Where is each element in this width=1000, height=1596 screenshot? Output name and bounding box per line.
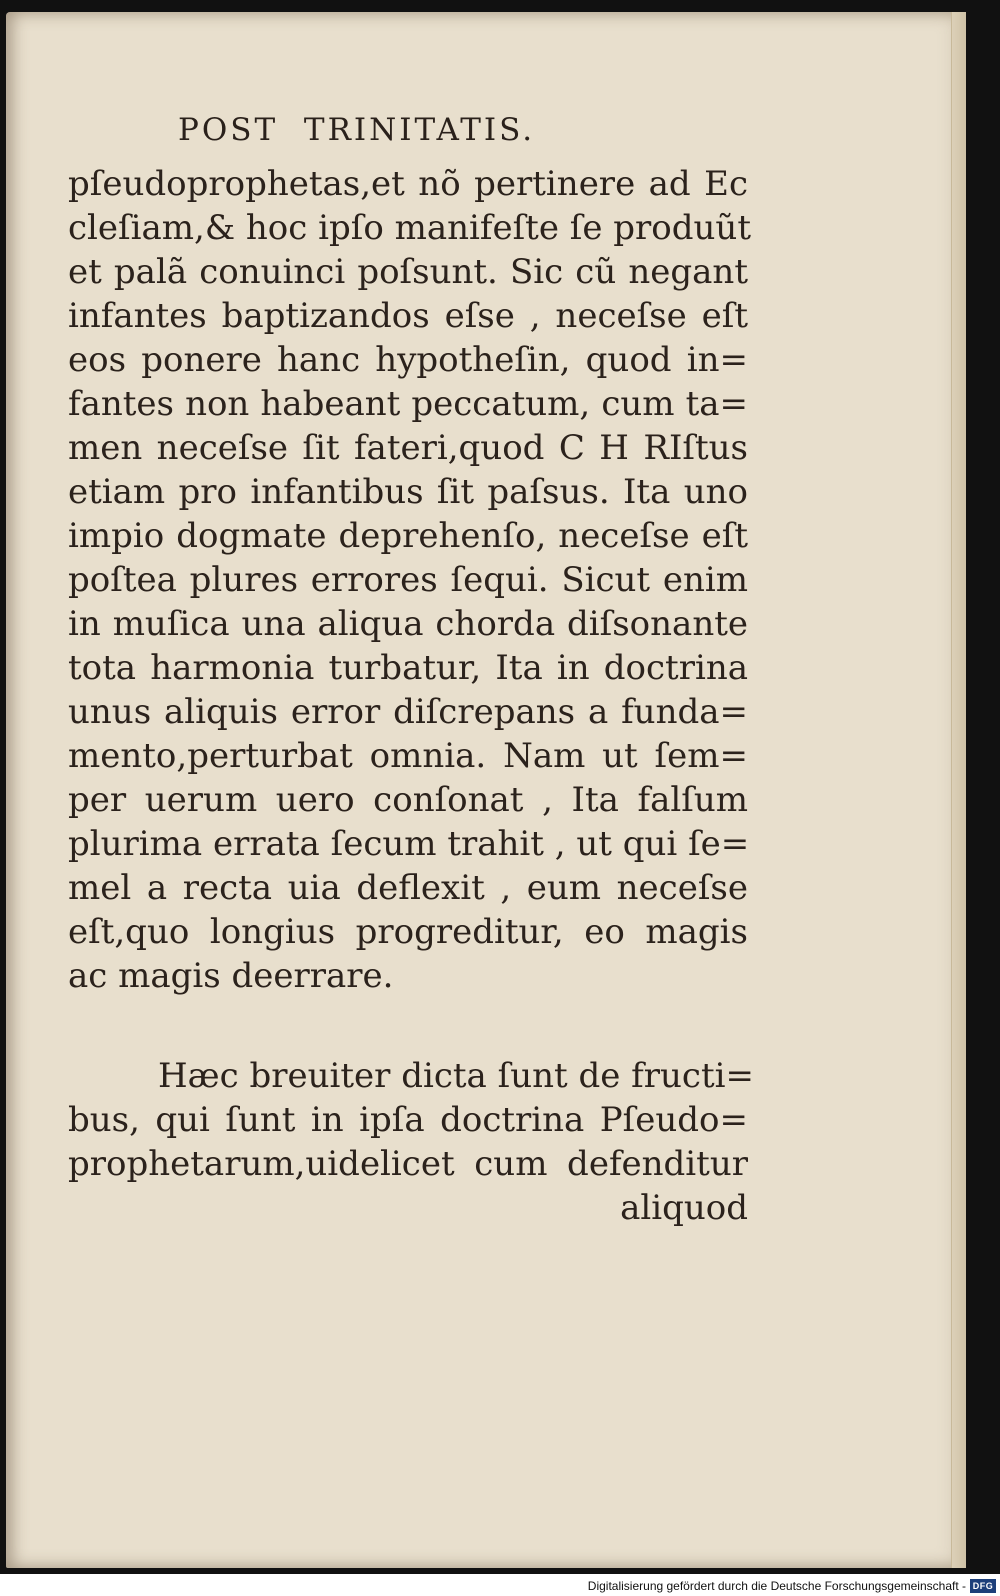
text-line: poſtea plures errores ſequi. Sicut enim [68,560,748,600]
paragraph-gap [68,998,748,1054]
text-line: etiam pro infantibus ſit paſsus. Ita uno [68,472,748,512]
text-line: per uerum uero conſonat , Ita falſum [68,780,748,820]
catchword: aliquod [620,1188,748,1228]
text-line: plurima errata ſecum trahit , ut qui ſe= [68,824,750,864]
footer-credit: Digitalisierung gefördert durch die Deutsche Forschungsgemeinschaft - [587,1579,966,1593]
page-edge [951,12,966,1568]
text-line: bus, qui ſunt in ipſa doctrina Pſeudo= [68,1100,748,1140]
text-line: pſeudoprophetas,et nõ pertinere ad Ec [68,164,748,204]
text-line: ac magis deerrare. [68,956,394,996]
text-line: prophetarum,uidelicet cum defenditur [68,1144,748,1184]
text-line: men neceſse ſit fateri,quod C H RIſtus [68,428,748,468]
text-line: mento,perturbat omnia. Nam ut ſem= [68,736,748,776]
book-page [6,12,966,1568]
text-line: eos ponere hanc hypotheſin, quod in= [68,340,748,380]
text-line: Hæc breuiter dicta ſunt de fructi= [158,1056,754,1096]
text-line: unus aliquis error diſcrepans a funda= [68,692,748,732]
text-line: cleſiam,& hoc ipſo manifeſte ſe produũt [68,208,751,248]
text-line: eſt,quo longius progreditur, eo magis [68,912,748,952]
running-head: POST TRINITATIS. [178,112,536,148]
footer-bar [0,1574,1000,1596]
text-line: fantes non habeant peccatum, cum ta= [68,384,748,424]
text-block [68,162,754,1230]
text-line: impio dogmate deprehenſo, neceſse eſt [68,516,748,556]
text-line: et palã conuinci poſsunt. Sic cũ negant [68,252,748,292]
dfg-logo-icon: DFG [970,1579,996,1593]
text-line: tota harmonia turbatur, Ita in doctrina [68,648,748,688]
text-line: in muſica una aliqua chorda diſsonante [68,604,748,644]
text-line: mel a recta uia deflexit , eum neceſse [68,868,748,908]
text-line: infantes baptizandos eſse , neceſse eſt [68,296,748,336]
